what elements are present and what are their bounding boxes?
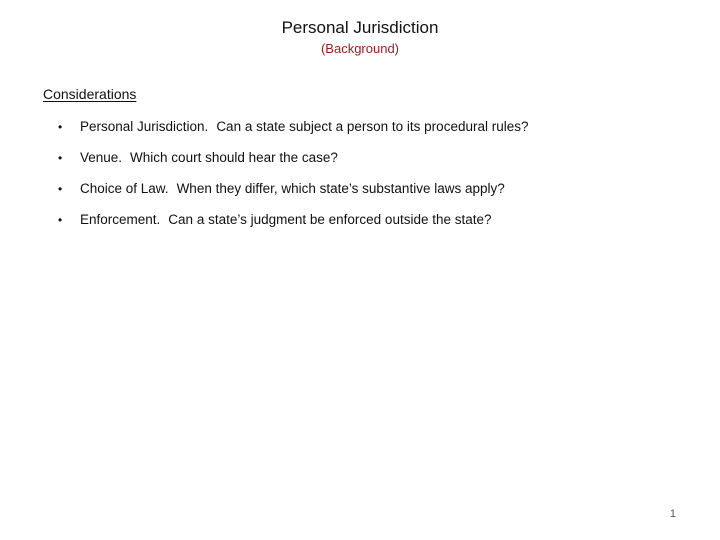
list-item [58, 118, 678, 149]
slide-subtitle: (Background) [320, 41, 400, 56]
bullet-term: Enforcement. [80, 212, 161, 227]
bullet-icon: • [58, 182, 63, 196]
list-item [58, 180, 678, 211]
bullet-icon: • [58, 120, 63, 134]
bullet-icon: • [58, 151, 63, 165]
bullet-term: Choice of Law. [80, 181, 169, 196]
slide-title: Personal Jurisdiction [281, 18, 439, 37]
bullet-term: Venue. [80, 150, 123, 165]
page-number: 1 [669, 508, 676, 520]
considerations-list [58, 118, 678, 242]
bullet-icon: • [58, 213, 63, 227]
bullet-text: Can a state subject a person to its procedural rules? [216, 119, 529, 134]
bullet-text: Which court should hear the case? [130, 150, 338, 165]
bullet-text: When they differ, which state’s substantive laws apply? [176, 181, 505, 196]
list-item [58, 211, 678, 242]
list-item [58, 149, 678, 180]
bullet-text: Can a state’s judgment be enforced outside the state? [168, 212, 492, 227]
section-heading: Considerations [43, 86, 137, 102]
bullet-term: Personal Jurisdiction. [80, 119, 209, 134]
